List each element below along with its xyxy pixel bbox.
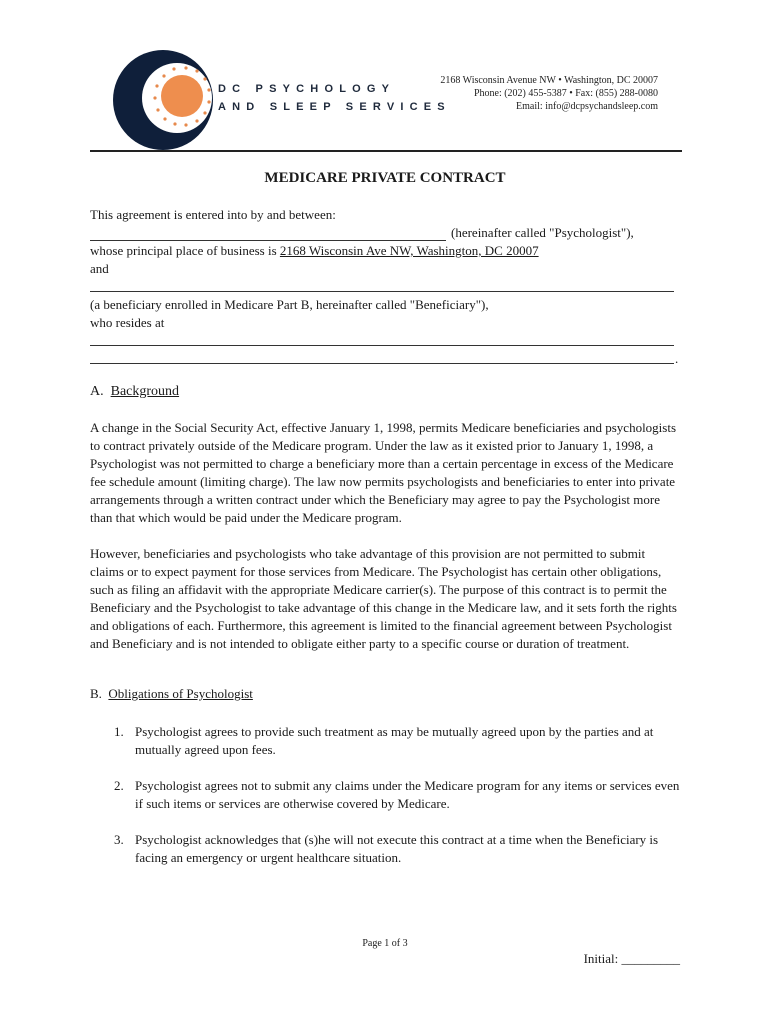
logo-sun xyxy=(161,75,203,117)
brand-name xyxy=(218,80,451,116)
section-b-letter: B. xyxy=(90,686,102,701)
address-blank-2[interactable] xyxy=(90,363,674,364)
and-text: and xyxy=(90,261,109,276)
section-a-heading xyxy=(90,384,179,400)
list-item-text: Psychologist agrees not to submit any claims under the Medicare program for any items or services even if such items or services are otherwise covered by Medicare. xyxy=(135,778,680,811)
psychologist-name-blank[interactable] xyxy=(90,240,446,241)
section-b-heading xyxy=(90,686,253,702)
list-item xyxy=(114,831,682,867)
resides-at-text: who resides at xyxy=(90,315,165,330)
beneficiary-description: (a beneficiary enrolled in Medicare Part B, hereinafter called "Beneficiary"), xyxy=(90,297,489,312)
section-a-paragraph-1: A change in the Social Security Act, effective January 1, 1998, permits Medicare beneficiaries and psychologists to contract privately outside of the Medicare program. Under the law as it existed prior to January 1, 1998, a Psychologist was not permitted to charge a beneficiary more than a certain percentage in excess of the Medicare fee schedule amount (limiting charge). The law now permits psychologists and beneficiaries to enter into private arrangements through a written contract under which the Beneficiary may agree to pay the Psychologist more than that which would be paid under the Medicare program. xyxy=(90,420,677,526)
page-number: Page 1 of 3 xyxy=(362,938,408,949)
business-line xyxy=(90,242,682,260)
list-item-number: 2. xyxy=(114,778,124,793)
beneficiary-name-blank[interactable] xyxy=(90,291,674,292)
list-item-number: 3. xyxy=(114,832,124,847)
contact-phone-fax: Phone: (202) 455-5387 • Fax: (855) 288-0080 xyxy=(473,88,658,99)
contact-address: 2168 Wisconsin Avenue NW • Washington, DC 20007 xyxy=(440,75,658,86)
intro-line: This agreement is entered into by and between: xyxy=(90,207,336,222)
contact-email: Email: info@dcpsychandsleep.com xyxy=(516,101,658,112)
section-a-label: Background xyxy=(110,384,180,399)
list-item-number: 1. xyxy=(114,724,124,739)
list-item xyxy=(114,777,682,813)
dc-psychology-logo xyxy=(113,50,213,150)
contact-block xyxy=(440,74,658,113)
list-item-text: Psychologist acknowledges that (s)he will not execute this contract at a time when the Beneficiary is facing an emergency or urgent healthcare situation. xyxy=(135,832,659,865)
section-a-paragraph-2: However, beneficiaries and psychologists who take advantage of this provision are not permitted to submit claims or to expect payment for those services from Medicare. The Psychologist has certain other obligations, such as filing an affidavit with the appropriate Medicare carrier(s). The purpose of this contract is to permit the Beneficiary and the Psychologist to take advantage of this change in the Medicare law, and it sets forth the rights and obligations of each. Furthermore, this agreement is limited to the financial agreement between Psychologist and Beneficiary and is not intended to obligate either party to a specific course or duration of treatment. xyxy=(90,546,677,652)
brand-line-1: DC PSYCHOLOGY xyxy=(218,83,396,95)
header-divider xyxy=(90,150,682,152)
address-blank-1[interactable] xyxy=(90,345,674,346)
brand-line-2: AND SLEEP SERVICES xyxy=(218,101,451,113)
section-a-letter: A. xyxy=(90,384,104,399)
business-prefix: whose principal place of business is xyxy=(90,243,280,258)
hereinafter-psychologist: (hereinafter called "Psychologist"), xyxy=(451,225,634,240)
list-item xyxy=(114,723,682,759)
business-address: 2168 Wisconsin Ave NW, Washington, DC 20007 xyxy=(279,243,539,258)
address-period: . xyxy=(675,351,679,366)
list-item-text: Psychologist agrees to provide such treatment as may be mutually agreed upon by the parties and at mutually agreed upon fees. xyxy=(135,724,654,757)
initial-field[interactable]: Initial: _________ xyxy=(583,951,680,966)
document-title: MEDICARE PRIVATE CONTRACT xyxy=(264,170,506,186)
section-b-label: Obligations of Psychologist xyxy=(108,686,253,701)
